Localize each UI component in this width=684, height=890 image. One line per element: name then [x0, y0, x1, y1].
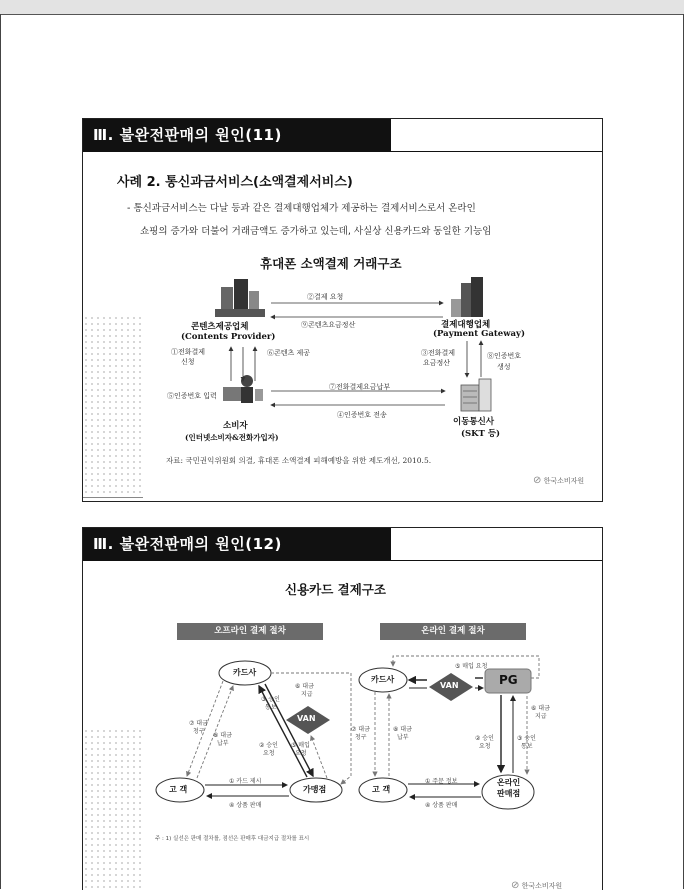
offline-l6a: ⑥ 대금	[295, 683, 314, 690]
slide-11	[82, 118, 603, 502]
flow-label-2: ②결제 요청	[307, 293, 344, 301]
slide-header: Ⅲ. 불완전판매의 원인(11)	[83, 119, 391, 151]
provider-label: 콘텐츠제공업체	[191, 322, 249, 332]
online-section-title: 온라인 결제 절차	[380, 623, 526, 640]
footnote: 주 : 1) 실선은 판매 절차를, 점선은 판매후 대금지급 절차를 표시	[155, 836, 310, 842]
flow-label-8: ⑧인증번호	[487, 352, 522, 360]
online-l7a: ⑦ 대금	[351, 726, 370, 733]
offline-section-title: 오프라인 결제 절차	[177, 623, 323, 640]
offline-l8a: ⑧ 대금	[213, 732, 232, 739]
page-border-left	[0, 14, 1, 889]
online-l4: ④ 상품 판매	[425, 802, 458, 809]
flow-label-4: ④인증번호 전송	[337, 411, 387, 419]
flow-label-9: ⑨콘텐츠요금정산	[301, 321, 356, 329]
slide-12	[82, 527, 603, 890]
flow-label-5: ⑤인증번호 입력	[167, 392, 217, 400]
offline-l6b: 지급	[301, 691, 313, 698]
offline-customer-label: 고 객	[169, 785, 188, 794]
gateway-label: 결제대행업체	[441, 320, 491, 330]
offline-l5b: 요청	[295, 750, 307, 757]
offline-merchant-label: 가맹점	[303, 785, 327, 794]
offline-van-label: VAN	[297, 714, 316, 723]
consumer-sublabel: (인터넷소비자&전화가입자)	[185, 433, 279, 442]
logo-text: 한국소비자원	[543, 477, 585, 485]
offline-l3b: 통보	[265, 704, 277, 711]
online-pg-label: PG	[499, 673, 518, 687]
provider-label-en: (Contents Provider)	[181, 332, 276, 342]
flow-label-6: ⑥콘텐츠 제공	[267, 349, 311, 357]
building-icon	[215, 279, 265, 317]
flow-label-1: ①전화결제	[171, 348, 206, 356]
flow-label-8b: 생성	[497, 363, 511, 371]
body-text-line-1: - 통신과금서비스는 다날 등과 같은 결제대행업체가 제공하는 결제서비스로서 온라인	[127, 203, 476, 214]
case-title: 사례 2. 통신과금서비스(소액결제서비스)	[117, 175, 353, 190]
micropayment-diagram	[83, 119, 602, 501]
online-l1: ① 주문 정보	[425, 778, 458, 785]
telecom-building-icon	[461, 379, 491, 411]
offline-l2b: 요청	[263, 750, 275, 757]
diagram-title: 신용카드 결제구조	[285, 582, 386, 597]
offline-l7a: ⑦ 대금	[189, 720, 208, 727]
online-l3a: ③ 승인	[517, 735, 536, 742]
gateway-label-en: (Payment Gateway)	[433, 329, 525, 339]
online-customer-label: 고 객	[372, 785, 391, 794]
offline-card-label: 카드사	[233, 668, 257, 677]
diagram-title: 휴대폰 소액결제 거래구조	[260, 256, 402, 271]
online-l2b: 요청	[479, 743, 491, 750]
online-l5: ⑤ 매입 요청	[455, 663, 488, 670]
flow-label-1b: 신청	[181, 358, 195, 366]
viewer-top-bar	[0, 0, 684, 14]
online-l8b: 납부	[397, 734, 409, 741]
online-l2a: ② 승인	[475, 735, 494, 742]
online-card-label: 카드사	[371, 675, 395, 684]
flow-label-3: ③전화결제	[421, 349, 456, 357]
telecom-sublabel: (SKT 등)	[461, 429, 501, 439]
body-text-line-2: 쇼핑의 증가와 더불어 거래금액도 증가하고 있는데, 사실상 신용카드와 동일한 기능임	[140, 226, 492, 237]
offline-l8b: 납부	[217, 740, 229, 747]
online-l8a: ⑧ 대금	[393, 726, 412, 733]
office-tower-icon	[451, 277, 483, 317]
offline-l2a: ② 승인	[259, 742, 278, 749]
online-l3b: 통보	[521, 743, 533, 750]
offline-l1: ① 카드 제시	[229, 778, 262, 785]
logo-text: 한국소비자원	[521, 882, 563, 890]
telecom-label: 이동통신사	[453, 417, 495, 427]
consumer-label: 소비자	[223, 421, 248, 431]
online-merchant-label-a: 온라인	[497, 778, 521, 787]
kca-logo	[533, 475, 584, 486]
offline-l4: ④ 상품 판매	[229, 802, 262, 809]
online-merchant-label-b: 판매점	[497, 789, 521, 798]
online-l6a: ⑥ 대금	[531, 705, 550, 712]
slide-header: Ⅲ. 불완전판매의 원인(12)	[83, 528, 391, 560]
logo-mark-icon: ⊘	[533, 475, 542, 486]
online-van-label: VAN	[440, 681, 459, 690]
offline-l5a: ⑤ 매입	[291, 742, 310, 749]
source-note: 자료: 국민권익위원회 의결, 휴대폰 소액결제 피해예방을 위한 제도개선, 2010.5.	[166, 456, 432, 465]
flow-label-7: ⑦전화결제요금납부	[329, 383, 391, 391]
online-l7b: 청구	[355, 734, 367, 741]
offline-l7b: 청구	[193, 728, 205, 735]
flow-label-3b: 요금정산	[423, 359, 451, 367]
online-l6b: 지급	[535, 713, 547, 720]
offline-l3a: ③ 승인	[261, 696, 280, 703]
logo-mark-icon: ⊘	[511, 880, 520, 890]
